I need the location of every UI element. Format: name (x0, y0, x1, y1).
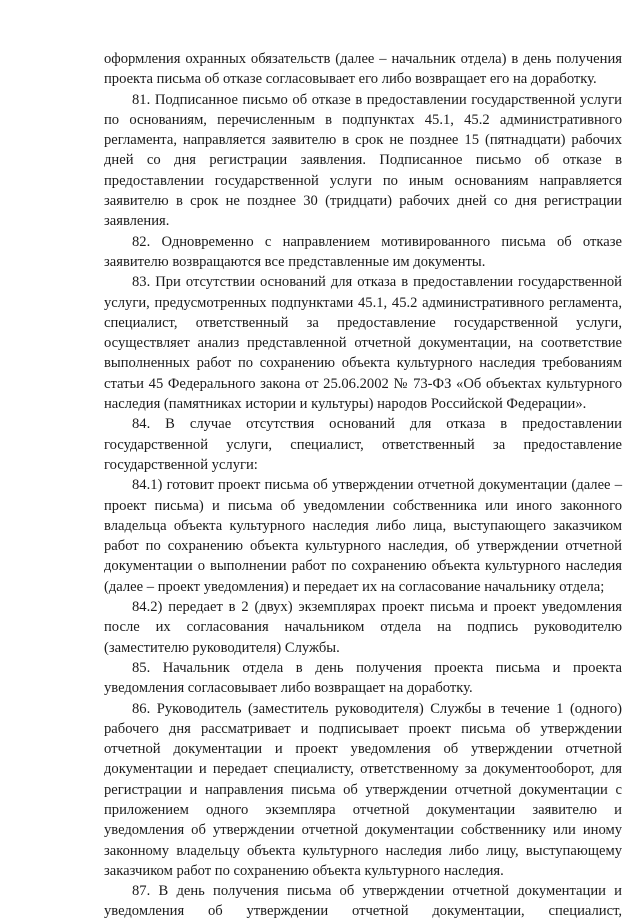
paragraph-83: 83. При отсутствии оснований для отказа в предоставлении государственной услуги, предусмотренных подпунктами 45.1, 45.2 административного регламента, специалист, ответственный за предоставление государственной услуги, осуществляет анализ представленной отчетной документации, на соответствие выполненных работ по сохранению объекта культурного наследия требованиям статьи 45 Федерального закона от 25.06.2002 № 73-ФЗ «Об объектах культурного наследия (памятниках истории и культуры) народов Российской Федерации». (104, 274, 622, 413)
paragraph-86: 86. Руководитель (заместитель руководителя) Службы в течение 1 (одного) рабочего дня рассматривает и подписывает проект письма об утверждении отчетной документации и проект уведомления об утверждении отчетной документации и передает специалисту, ответственному за документооборот, для регистрации и направления письма об утверждении отчетной документации с приложением одного экземпляра отчетной документации заявителю и уведомления об утверждении отчетной документации собственнику или иному законному владельцу объекта культурного наследия либо лицу, выступающему заказчиком работ по сохранению объекта культурного наследия. (104, 700, 622, 879)
paragraph-81: 81. Подписанное письмо об отказе в предоставлении государственной услуги по основаниям, перечисленным в подпунктах 45.1, 45.2 административного регламента, направляется заявителю в срок не позднее 15 (пятнадцати) рабочих дней со дня регистрации заявления. Подписанное письмо об отказе в предоставлении государственной услуги по иным основаниям направляется заявителю в срок не позднее 30 (тридцати) рабочих дней со дня регистрации заявления. (104, 91, 622, 230)
document-page (104, 49, 622, 922)
paragraph-84: 84. В случае отсутствия оснований для отказа в предоставлении государственной услуги, специалист, ответственный за предоставление государственной услуги: (104, 416, 622, 473)
paragraph-85: 85. Начальник отдела в день получения проекта письма и проекта уведомления согласовывает либо возвращает на доработку. (104, 659, 622, 697)
paragraph-82: 82. Одновременно с направлением мотивированного письма об отказе заявителю возвращаются все представленные им документы. (104, 233, 622, 270)
paragraph-84-1: 84.1) готовит проект письма об утверждении отчетной документации (далее – проект письма) и письма об уведомлении собственника или иного законного владельца объекта культурного наследия либо лица, выступающего заказчиком работ по сохранению объекта культурного наследия, об утверждении отчетной документации о выполнении работ по сохранению объекта культурного наследия (далее – проект уведомления) и передает их на согласование начальнику отдела; (104, 477, 622, 595)
paragraph-87: 87. В день получения письма об утверждении отчетной документации и уведомления об утверждении отчетной документации, специалист, (104, 883, 622, 920)
paragraph-continuation: оформления охранных обязательств (далее – начальник отдела) в день получения проекта письма об отказе согласовывает его либо возвращает его на доработку. (104, 51, 622, 88)
paragraph-84-2: 84.2) передает в 2 (двух) экземплярах проект письма и проект уведомления после их согласования начальником отдела на подпись руководителю (заместителю руководителя) Службы. (104, 599, 622, 656)
